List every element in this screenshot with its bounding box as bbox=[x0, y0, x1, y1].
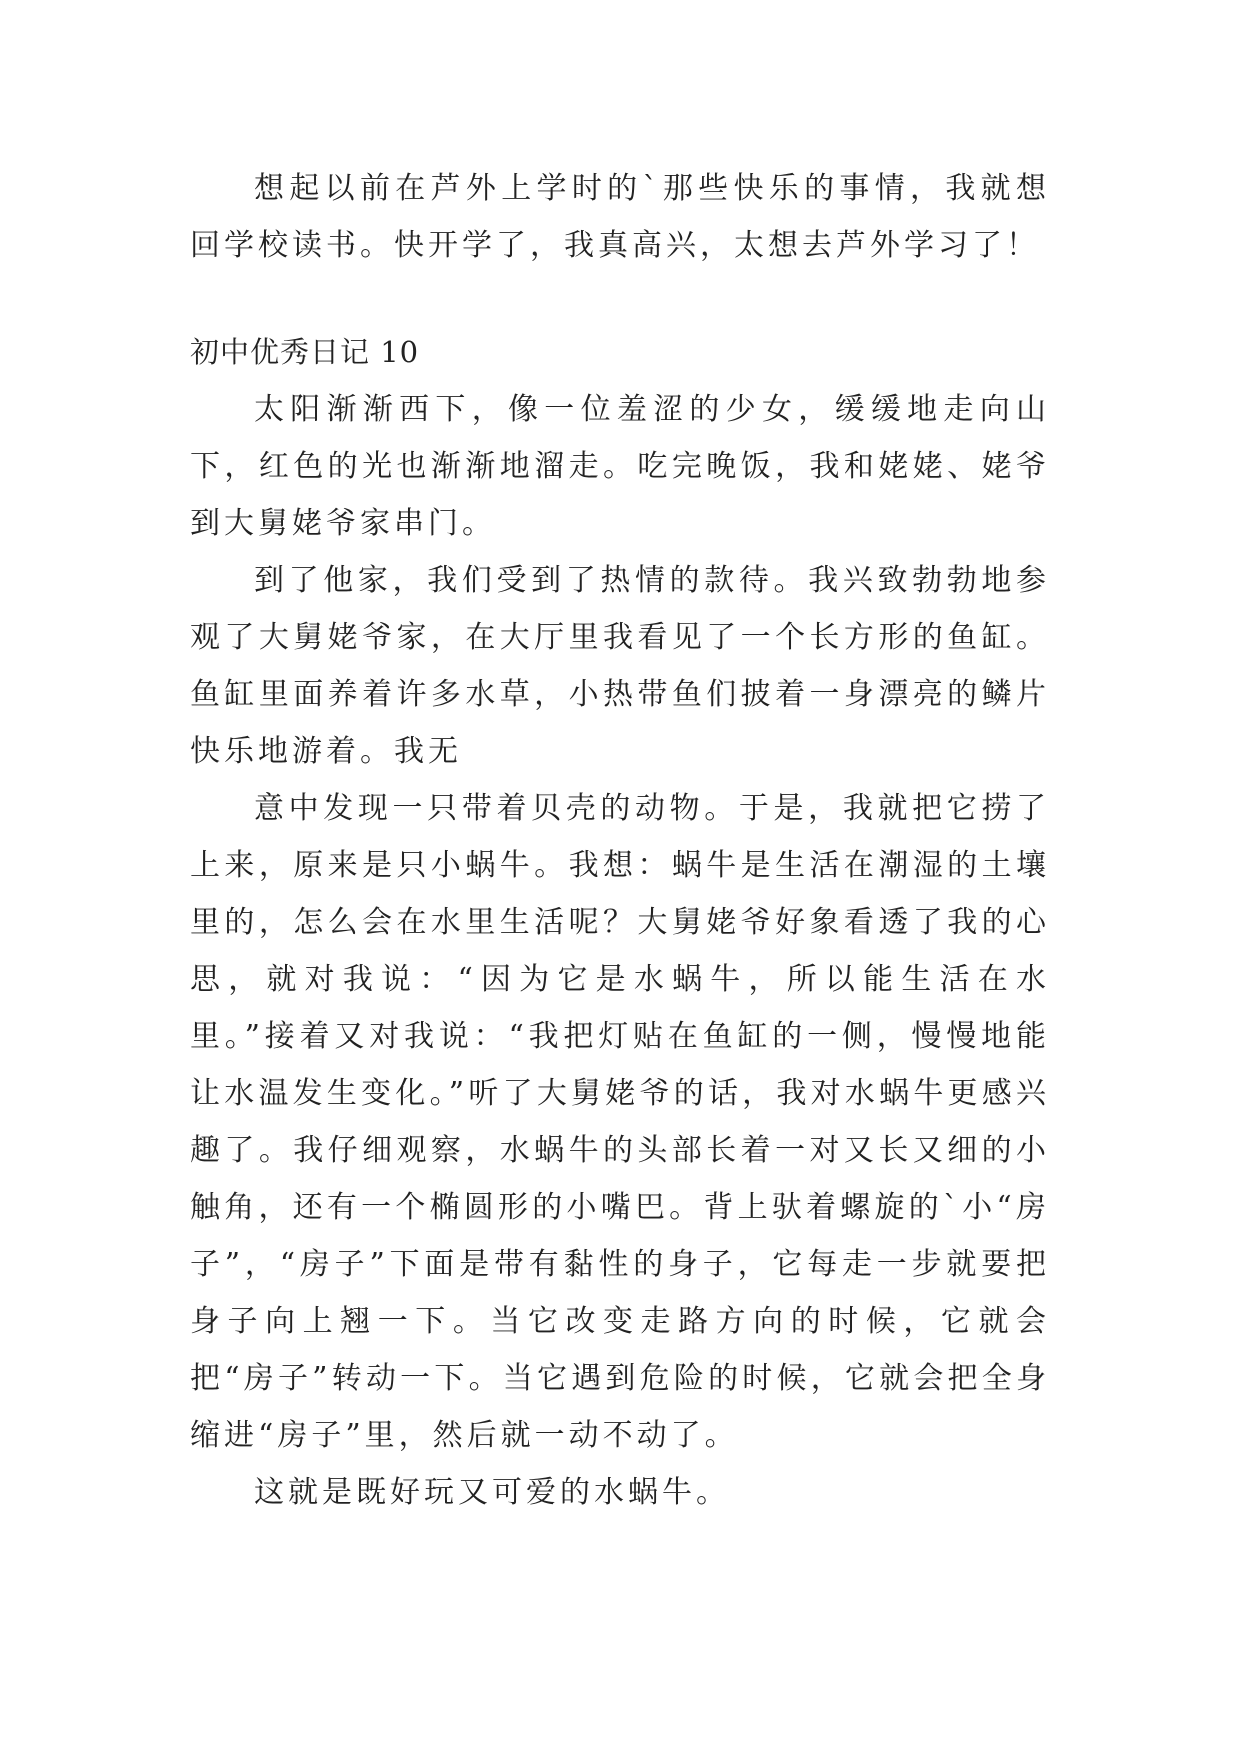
paragraph-sunset: 太阳渐渐西下，像一位羞涩的少女，缓缓地走向山下，红色的光也渐渐地溜走。吃完晚饭，我和姥姥、姥爷到大舅姥爷家串门。 bbox=[190, 392, 1050, 541]
paragraph-conclusion: 这就是既好玩又可爱的水蜗牛。 bbox=[254, 1475, 730, 1510]
intro-paragraph: 想起以前在芦外上学时的`那些快乐的事情，我就想回学校读书。快开学了，我真高兴，太想去芦外学习了！ bbox=[190, 171, 1050, 263]
paragraph-visit: 到了他家，我们受到了热情的款待。我兴致勃勃地参观了大舅姥爷家，在大厅里我看见了一个长方形的鱼缸。鱼缸里面养着许多水草，小热带鱼们披着一身漂亮的鳞片快乐地游着。我无 bbox=[190, 563, 1050, 769]
entry-title: 初中优秀日记 10 bbox=[190, 335, 420, 369]
paragraph-snail: 意中发现一只带着贝壳的动物。于是，我就把它捞了上来，原来是只小蜗牛。我想：蜗牛是生活在潮湿的土壤里的，怎么会在水里生活呢？大舅姥爷好象看透了我的心思，就对我说：“因为它是水蜗牛，所以能生活在水里。”接着又对我说：“我把灯贴在鱼缸的一侧，慢慢地能让水温发生变化。”听了大舅姥爷的话，我对水蜗牛更感兴趣了。我仔细观察，水蜗牛的头部长着一对又长又细的小触角，还有一个椭圆形的小嘴巴。背上驮着螺旋的`小“房子”，“房子”下面是带有黏性的身子，它每走一步就要把身子向上翘一下。当它改变走路方向的时候，它就会把“房子”转动一下。当它遇到危险的时候，它就会把全身缩进“房子”里，然后就一动不动了。 bbox=[190, 791, 1050, 1453]
document-body bbox=[190, 160, 1050, 1521]
